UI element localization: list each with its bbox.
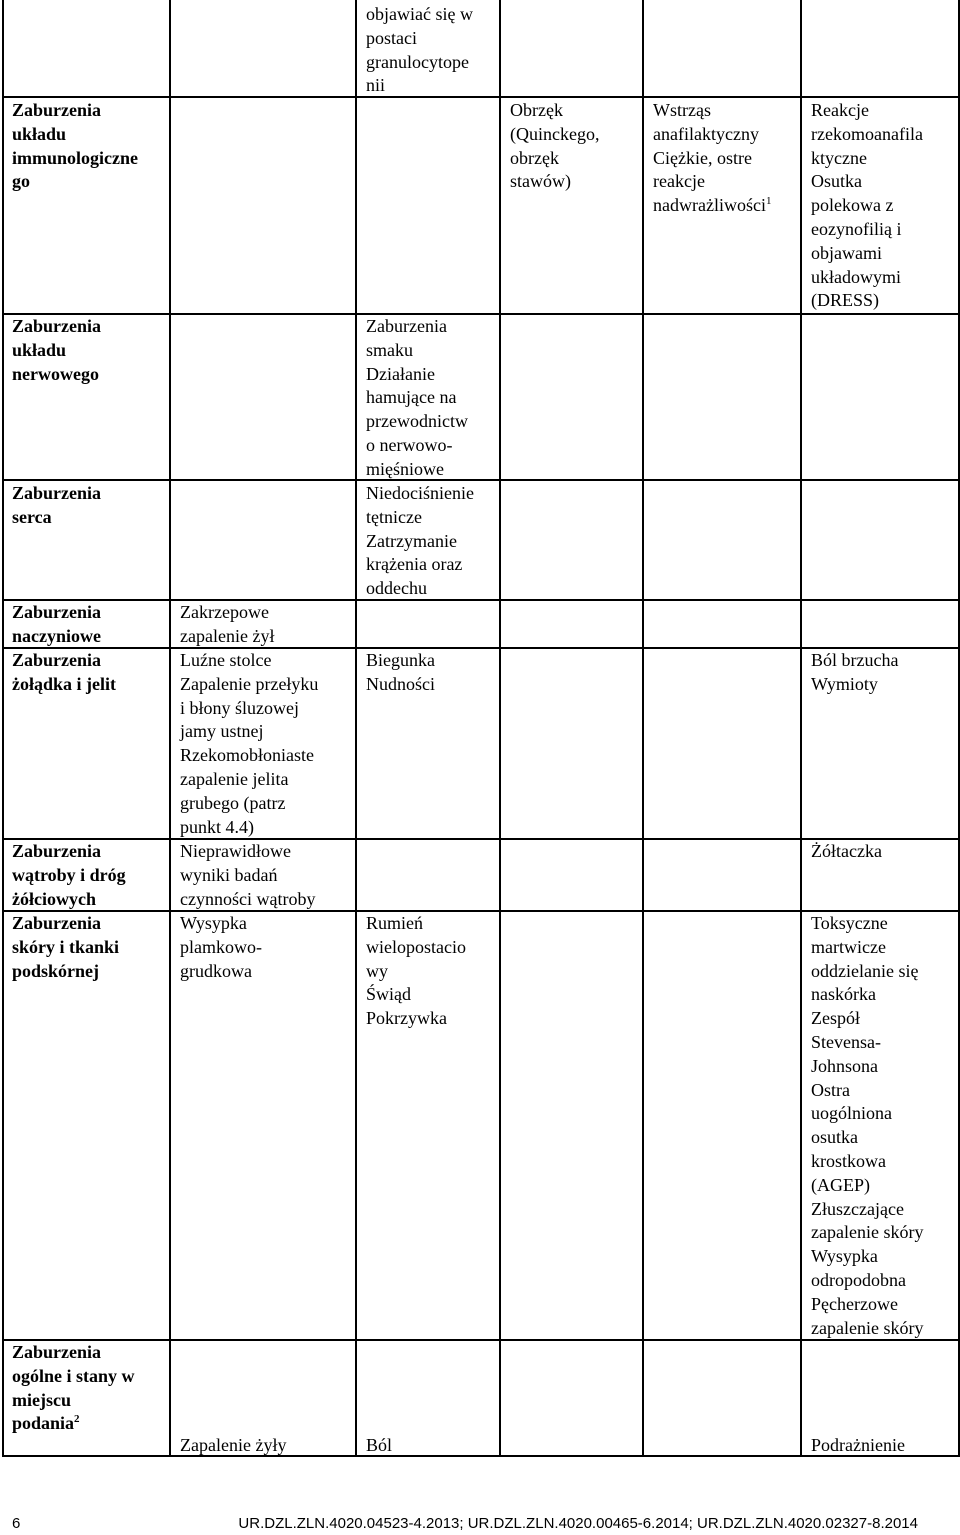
organ-class-immune: Zaburzenia układu immunologiczne go: [12, 100, 138, 192]
row-divider: [2, 599, 960, 601]
row-divider: [2, 313, 960, 315]
skin-effects-cell: Wysypka plamkowo- grudkowa: [180, 913, 262, 981]
unknown-gastro-cell: Ból brzucha Wymioty: [811, 650, 899, 694]
common-general-cell: Ból: [366, 1435, 393, 1455]
row-divider: [2, 96, 960, 98]
rare-immune-text: Wstrząs anafilaktyczny Ciężkie, ostre reakcje nadwrażliwości: [653, 100, 766, 216]
uncommon-immune-cell: Obrzęk (Quinckego, obrzęk stawów): [510, 100, 600, 192]
organ-class-liver: Zaburzenia wątroby i dróg żółciowych: [12, 841, 126, 909]
column-divider-2: [355, 0, 357, 1456]
organ-class-gastrointestinal: Zaburzenia żołądka i jelit: [12, 650, 116, 694]
footnote-1: 1: [765, 195, 772, 208]
rare-immune-cell: [653, 99, 771, 218]
organ-class-skin: Zaburzenia skóry i tkanki podskórnej: [12, 913, 120, 981]
common-heart-cell: Niedociśnienie tętnicze Zatrzymanie krążenia oraz oddechu: [366, 483, 474, 599]
common-skin-cell: Rumień wielopostacio wy Świąd Pokrzywka: [366, 913, 466, 1029]
organ-class-general: [12, 1341, 135, 1436]
liver-effects-cell: Nieprawidłowe wyniki badań czynności wątroby: [180, 841, 316, 909]
unknown-liver-cell: Żółtaczka: [811, 841, 882, 861]
unknown-general-cell: Podrażnienie: [811, 1435, 905, 1455]
row-divider: [2, 479, 960, 481]
vascular-effects-cell: Zakrzepowe zapalenie żył: [180, 602, 275, 646]
document-reference: UR.DZL.ZLN.4020.04523-4.2013; UR.DZL.ZLN.4020.00465-6.2014; UR.DZL.ZLN.4020.02327-8.2014: [238, 1515, 918, 1532]
unknown-immune-cell: Reakcje rzekomoanafila ktyczne Osutka polekowa z eozynofilią i objawami układowymi (DRESS): [811, 100, 923, 311]
column-divider-3: [499, 0, 501, 1456]
column-divider-1: [169, 0, 171, 1456]
organ-class-general-text: Zaburzenia ogólne i stany w miejscu podania: [12, 1342, 135, 1434]
unknown-skin-cell: Toksyczne martwicze oddzielanie się naskórka Zespół Stevensa- Johnsona Ostra uogólniona osutka krostkowa (AGEP) Złuszczające zapalenie skóry Wysypka odropodobna Pęcherzowe zapalenie skóry: [811, 913, 924, 1338]
organ-class-heart: Zaburzenia serca: [12, 483, 102, 527]
organ-class-vascular: Zaburzenia naczyniowe: [12, 602, 102, 646]
table-border-right: [958, 0, 960, 1456]
table-border-left: [2, 0, 4, 1456]
common-immune-cell: objawiać się w postaci granulocytope nii: [366, 4, 473, 96]
footnote-2: 2: [74, 1413, 80, 1426]
gastro-effects-cell: Luźne stolce Zapalenie przełyku i błony śluzowej jamy ustnej Rzekomobłoniaste zapalenie jelita grubego (patrz punkt 4.4): [180, 650, 319, 837]
column-divider-4: [642, 0, 644, 1456]
common-nervous-cell: Zaburzenia smaku Działanie hamujące na przewodnictw o nerwowo- mięśniowe: [366, 316, 468, 479]
column-divider-5: [800, 0, 802, 1456]
organ-class-nervous: Zaburzenia układu nerwowego: [12, 316, 102, 384]
page-number: 6: [12, 1515, 21, 1532]
common-gastro-cell: Biegunka Nudności: [366, 650, 435, 694]
general-effects-cell: Zapalenie żyły: [180, 1435, 287, 1455]
